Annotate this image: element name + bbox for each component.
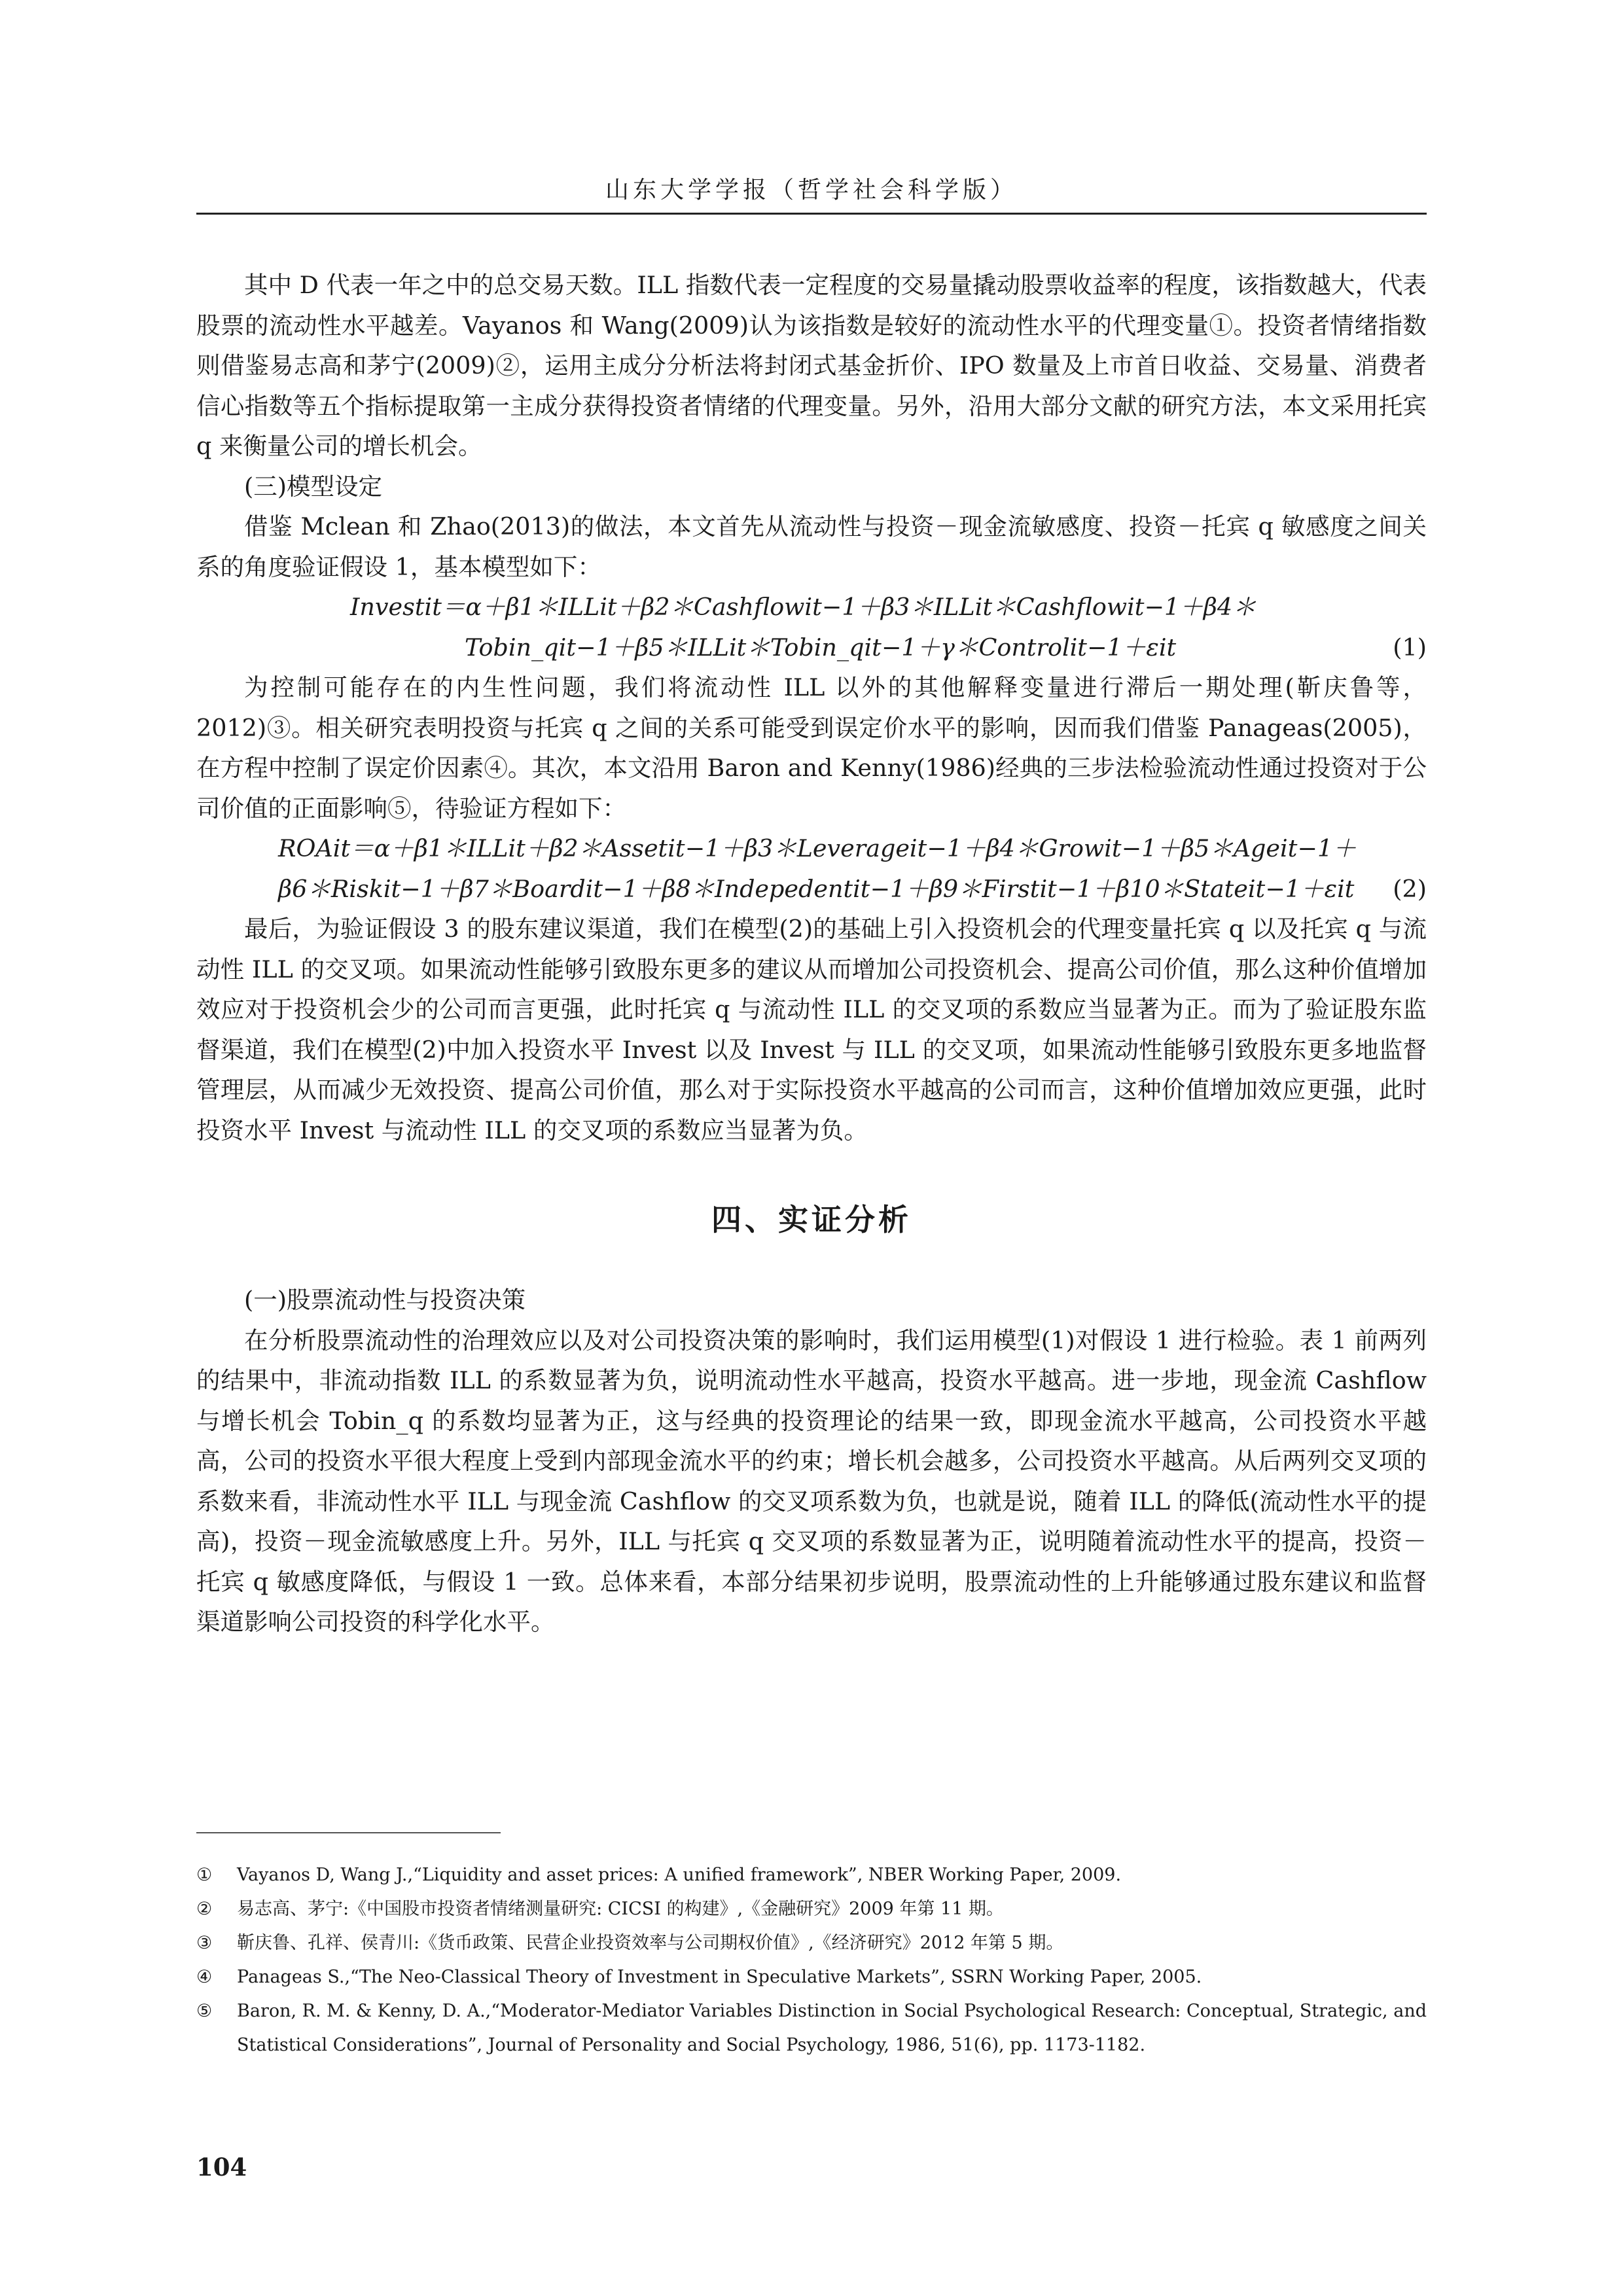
subsection-model-setup: (三)模型设定 — [244, 472, 382, 501]
footnote-mark: ③ — [196, 1933, 213, 1953]
footnote-mark: ⑤ — [196, 2001, 213, 2021]
equation-1-line-2 — [196, 627, 1427, 668]
equation-2-line-2 — [196, 869, 1427, 910]
page-number: 104 — [196, 2153, 247, 2181]
equation-2-number: (2) — [1393, 874, 1427, 903]
footnote-text: Panageas S.,“The Neo-Classical Theory of Investment in Speculative Markets”, SSRN Working Paper, 2005. — [237, 1967, 1202, 1987]
footnote-mark: ② — [196, 1899, 213, 1919]
footnote-text: 靳庆鲁、孔祥、侯青川:《货币政策、民营企业投资效率与公司期权价值》,《经济研究》2012 年第 5 期。 — [237, 1933, 1064, 1953]
equation-1-text-1: Investit＝α＋β1＊ILLit＋β2＊Cashflowit−1＋β3＊ILLit＊Cashflowit−1＋β4＊ — [350, 593, 1257, 621]
footnote-3 — [196, 1926, 1427, 1960]
running-header: 山东大学学报（哲学社会科学版） — [605, 177, 1018, 203]
paragraph-endogeneity: 为控制可能存在的内生性问题，我们将流动性 ILL 以外的其他解释变量进行滞后一期处理(靳庆鲁等，2012)③。相关研究表明投资与托宾 q 之间的关系可能受到误定价水平的影响，因而我们借鉴 Panageas(2005)，在方程中控制了误定价因素④。其次，本文沿用 Baron and Kenny(1986)经典的三步法检验流动性通过投资对于公司价值的正面影响⑤，待验证方程如下： — [196, 673, 1427, 822]
footnotes — [196, 1858, 1427, 2062]
subsection-liquidity-investment: (一)股票流动性与投资决策 — [244, 1286, 526, 1314]
paragraph-channels: 最后，为验证假设 3 的股东建议渠道，我们在模型(2)的基础上引入投资机会的代理变量托宾 q 以及托宾 q 与流动性 ILL 的交叉项。如果流动性能够引致股东更多的建议从而增加公司投资机会、提高公司价值，那么这种价值增加效应对于投资机会少的公司而言更强，此时托宾 q 与流动性 ILL 的交叉项的系数应当显著为正。而为了验证股东监督渠道，我们在模型(2)中加入投资水平 Invest 以及 Invest 与 ILL 的交叉项，如果流动性能够引致股东更多地监督管理层，从而减少无效投资、提高公司价值，那么对于实际投资水平越高的公司而言，这种价值增加效应更强，此时投资水平 Invest 与流动性 ILL 的交叉项的系数应当显著为负。 — [196, 915, 1427, 1144]
footnote-4 — [196, 1960, 1427, 1994]
equation-1-number: (1) — [1393, 633, 1427, 662]
equation-2-text-2: β6＊Riskit−1＋β7＊Boardit−1＋β8＊Indepedentit−1＋β9＊Firstit−1＋β10＊Stateit−1＋εit — [278, 874, 1355, 903]
footnote-text: 易志高、茅宁:《中国股市投资者情绪测量研究: CICSI 的构建》,《金融研究》2009 年第 11 期。 — [237, 1899, 1004, 1919]
footnote-text: Baron, R. M. & Kenny, D. A.,“Moderator-Mediator Variables Distinction in Social Psychological Research: Conceptual, Strategic, and Statistical Considerations”, Journal of Personality and Social Psychology, 1986, 51(6), pp. 1173-1182. — [237, 2001, 1427, 2055]
paragraph-ill-definition: 其中 D 代表一年之中的总交易天数。ILL 指数代表一定程度的交易量撬动股票收益率的程度，该指数越大，代表股票的流动性水平越差。Vayanos 和 Wang(2009)认为该指数是较好的流动性水平的代理变量①。投资者情绪指数则借鉴易志高和茅宁(2009)②，运用主成分分析法将封闭式基金折价、IPO 数量及上市首日收益、交易量、消费者信心指数等五个指标提取第一主成分获得投资者情绪的代理变量。另外，沿用大部分文献的研究方法，本文采用托宾 q 来衡量公司的增长机会。 — [196, 271, 1427, 460]
footnote-1 — [196, 1858, 1427, 1892]
footnote-mark: ④ — [196, 1967, 213, 1987]
section-title: 四、实证分析 — [711, 1202, 912, 1237]
paragraph-results: 在分析股票流动性的治理效应以及对公司投资决策的影响时，我们运用模型(1)对假设 1 进行检验。表 1 前两列的结果中，非流动指数 ILL 的系数显著为负，说明流动性水平越高，投资水平越高。进一步地，现金流 Cashflow 与增长机会 Tobin_q 的系数均显著为正，这与经典的投资理论的结果一致，即现金流水平越高，公司投资水平越高，公司的投资水平很大程度上受到内部现金流水平的约束；增长机会越多，公司投资水平越高。从后两列交叉项的系数来看，非流动性水平 ILL 与现金流 Cashflow 的交叉项系数为负，也就是说，随着 ILL 的降低(流动性水平的提高)，投资－现金流敏感度上升。另外，ILL 与托宾 q 交叉项的系数显著为正，说明随着流动性水平的提高，投资－托宾 q 敏感度降低，与假设 1 一致。总体来看，本部分结果初步说明，股票流动性的上升能够通过股东建议和监督渠道影响公司投资的科学化水平。 — [196, 1326, 1427, 1636]
article-body — [196, 265, 1427, 1642]
header-rule — [196, 213, 1427, 215]
equation-1-line-1 — [196, 587, 1427, 627]
footnote-5 — [196, 1994, 1427, 2062]
footnote-text: Vayanos D, Wang J.,“Liquidity and asset prices: A unified framework”, NBER Working Paper, 2009. — [237, 1865, 1122, 1885]
equation-2-text-1: ROAit＝α＋β1＊ILLit＋β2＊Assetit−1＋β3＊Leverageit−1＋β4＊Growit−1＋β5＊Ageit−1＋ — [278, 834, 1357, 862]
paragraph-model-intro: 借鉴 Mclean 和 Zhao(2013)的做法，本文首先从流动性与投资－现金流敏感度、投资－托宾 q 敏感度之间关系的角度验证假设 1，基本模型如下： — [196, 512, 1427, 581]
footnote-rule — [196, 1832, 501, 1833]
footnote-mark: ① — [196, 1865, 213, 1885]
equation-1-text-2: Tobin_qit−1＋β5＊ILLit＊Tobin_qit−1＋γ＊Controlit−1＋εit — [465, 633, 1177, 662]
equation-2-line-1 — [196, 828, 1427, 869]
footnote-2 — [196, 1892, 1427, 1926]
